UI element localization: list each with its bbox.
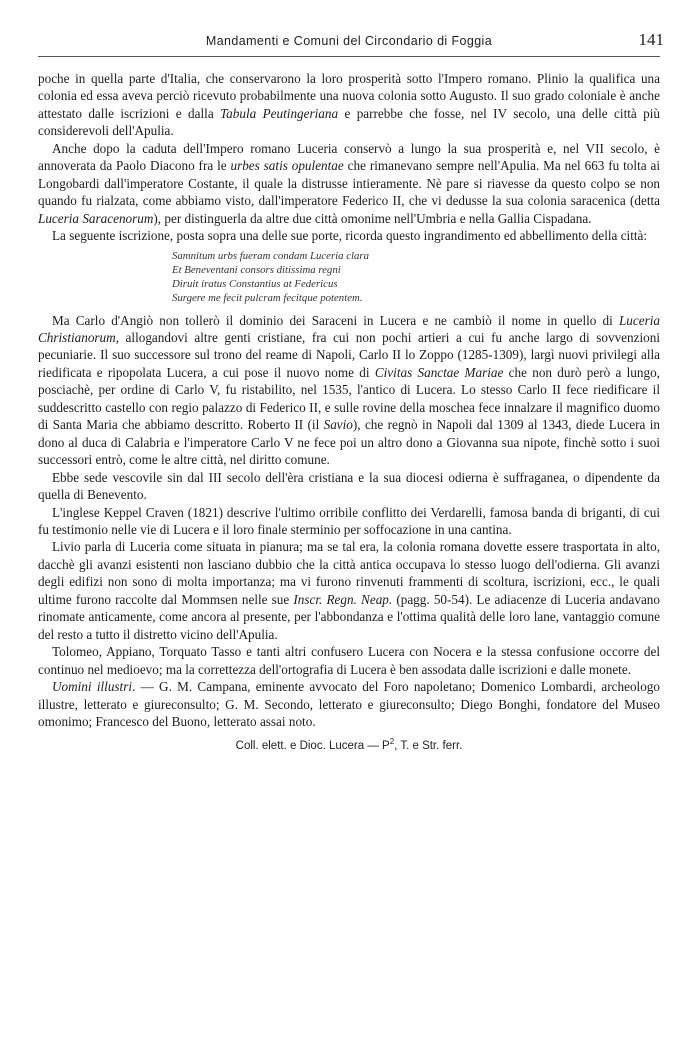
text-run: ), che regnò in Napoli dal 1309 al 1343, diede Lucera in dono al duca di Calabria e l'imperatore Carlo V ne fece poi un altro dono a Giovanna sua nipote, finchè sotto i suoi successori entrò, come le altre città, nel diritto comune.: [38, 417, 660, 468]
paragraph: [38, 140, 660, 227]
paragraph: [38, 312, 660, 469]
footer-text: Coll. elett. e Dioc. Lucera — P: [235, 740, 390, 753]
running-header: [38, 30, 664, 54]
running-title: Mandamenti e Comuni del Circondario di Foggia: [205, 34, 493, 48]
italic-text: Civitas Sanctae Mariae: [374, 364, 504, 380]
paragraphs-after-quote: [38, 312, 660, 731]
text-run: . — G. M. Campana, eminente avvocato del Foro napoletano; Domenico Lombardi, archeologo illustre, letterato e giureconsulto; G. M. Secondo, letterato e giureconsulto; Diego Bonghi, fondatore del Museo omonimo; Francesco del Buono, letterato assai noto.: [38, 679, 660, 729]
paragraph: [38, 469, 660, 504]
text-run: Ma Carlo d'Angiò non tollerò il dominio dei Saraceni in Lucera e ne cambiò il nome in quello di: [52, 312, 619, 328]
paragraph: [38, 643, 660, 678]
text-run: La seguente iscrizione, posta sopra una delle sue porte, ricorda questo ingrandimento ed abbellimento della città:: [52, 228, 648, 244]
header-divider: [38, 56, 660, 57]
italic-text: urbes satis opulentae: [230, 158, 344, 174]
text-run: (pagg. 50-54). Le adiacenze di Luceria andavano rinomate anticamente, come ancora al presente, per l'abbondanza e l'ottima qualità delle loro lane, vantaggio comune del resto a tutto il distretto vicino dell'Apulia.: [38, 591, 660, 642]
italic-text: Uomini illustri: [52, 679, 133, 695]
text-run: Anche dopo la caduta dell'Impero romano Luceria conservò a lungo la sua prosperità e, nel VII secolo, è annoverata da Paolo Diacono fra le: [38, 140, 660, 174]
text-run: Ebbe sede vescovile sin dal III secolo dell'èra cristiana e la sua diocesi odierna è suffraganea, o dipendente da quella di Benevento.: [38, 469, 660, 503]
footer-superscript: 2: [389, 737, 395, 747]
inscription-line: Diruit iratus Constantius at Federicus: [172, 277, 338, 290]
body-text: [38, 70, 660, 756]
italic-text: Inscr. Regn. Neap.: [293, 591, 393, 607]
paragraph: [38, 70, 660, 140]
inscription-line: Et Beneventani consors ditissima regni: [172, 263, 341, 276]
latin-inscription: [172, 249, 660, 305]
inscription-line: Surgere me fecit pulcram fecitque potentem.: [172, 291, 363, 304]
text-run: Tolomeo, Appiano, Torquato Tasso e tanti altri confusero Lucera con Nocera e la stessa confusione occorre del continuo nel medioevo; ma la correttezza dell'ortografia di Lucera è ben assodata dalle iscrizioni e dalle monete.: [38, 644, 660, 677]
text-run: poche in quella parte d'Italia, che conservarono la loro prosperità sotto l'Impero romano. Plinio la qualifica una colonia ed essa aveva perciò ricevuto probabilmente una nuova colonia sotto Augusto. Il suo grado coloniale è anche attestato dalle iscrizioni e dalla: [38, 71, 660, 121]
inscription-line: Samnitum urbs fueram condam Luceria clara: [172, 249, 370, 262]
paragraph: [38, 678, 660, 730]
text-run: L'inglese Keppel Craven (1821) descrive l'ultimo orribile conflitto dei Verdarelli, famosa banda di briganti, di cui fu testimonio nelle vie di Lucera e il loro finale sterminio per soffocazione in una cantina.: [38, 504, 660, 537]
italic-text: Luceria Saracenorum: [38, 210, 154, 226]
text-run: che rimanevano sempre nell'Apulia. Ma nel 663 fu tolta ai Longobardi dall'imperatore Costante, il quale la distrusse intieramente. Nè pare si riavesse da questo colpo se non quando fu rialzata, come abbiamo visto, dall'imperatore Federico II, che vi dedusse la sua colonia saracenica (detta: [38, 158, 660, 209]
paragraph: [38, 538, 660, 643]
paragraph: [38, 227, 660, 244]
text-run: , allogandovi altre genti cristiane, fra cui non pochi artieri a cui fu anche largo di sovvenzioni pecuniarie. Il suo successore sul trono del reame di Napoli, Carlo II lo Zoppo (1285-1309), largì nuovi privilegi alla riedificata e ripopolata Lucera, a cui pose il nuovo nome di: [38, 329, 660, 380]
text-run: che non durò però a lungo, posciachè, per ordine di Carlo V, fu ristabilito, nel 1535, l'antico di Lucera. Lo stesso Carlo II fece riedificare il suddescritto castello con regio palazzo di Federico II, e sulle rovine della moschea fece innalzare il magnifico duomo di Santa Maria che abbiamo descritto. Roberto II (il: [38, 364, 660, 433]
text-run: Livio parla di Luceria come situata in pianura; ma se tal era, la colonia romana dovette essere trasportata in alto, dacchè gli avanzi esistenti non lasciano dubbio che la città antica occupava lo stesso luogo dell'odierna. Gli avanzi degli edifizi non sono di molta importanza; ma vi furono rinvenuti frammenti di scoltura, iscrizioni, ecc., le quali ultime furono raccolte dal Mommsen nelle sue: [38, 539, 660, 607]
italic-text: Savio: [323, 417, 353, 433]
text-run: ), per distinguerla da altre due città omonime nell'Umbria e nella Gallia Cispadana.: [153, 210, 592, 226]
paragraph: [38, 504, 660, 539]
italic-text: Luceria Christianorum: [38, 312, 660, 345]
paragraphs-before-quote: [38, 70, 660, 245]
italic-text: Tabula Peutingeriana: [220, 105, 339, 121]
text-run: e parrebbe che fosse, nel IV secolo, una delle città più considerevoli dell'Apulia.: [38, 105, 660, 139]
page-number: 141: [638, 30, 664, 49]
footer-note: [38, 733, 660, 755]
footer-text-end: , T. e Str. ferr.: [394, 740, 463, 753]
